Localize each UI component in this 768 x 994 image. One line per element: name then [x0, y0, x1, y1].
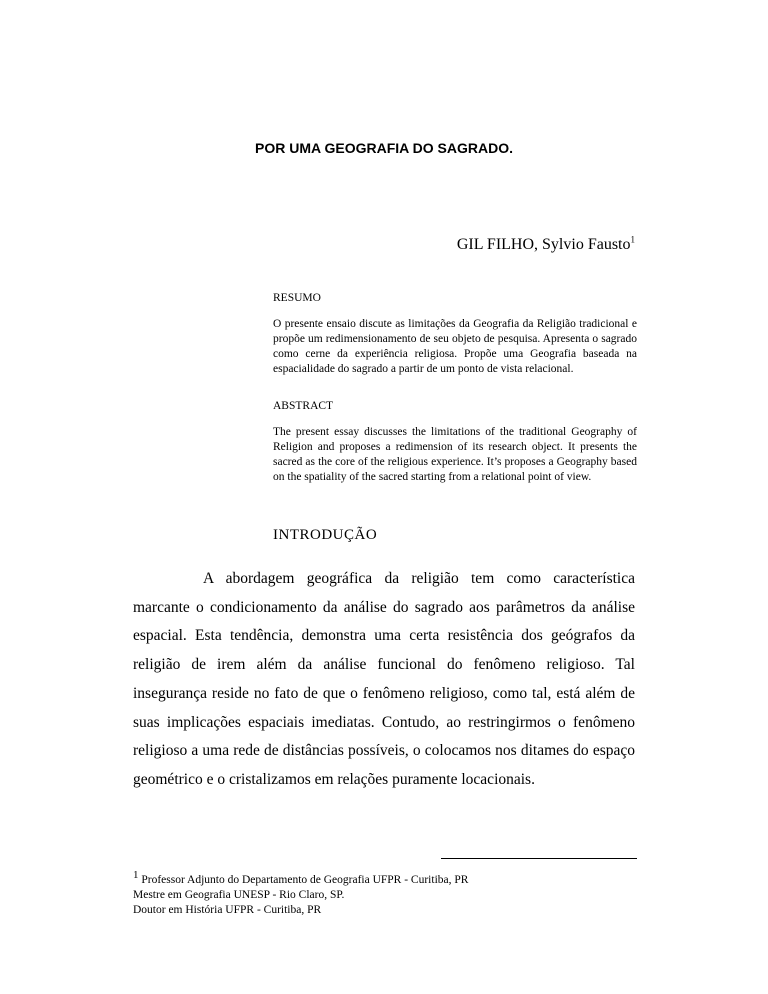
- author-line: [457, 236, 635, 254]
- introduction-heading: INTRODUÇÃO: [273, 527, 378, 543]
- footnote-affiliation: Professor Adjunto do Departamento de Geografia UFPR - Curitiba, PR: [141, 873, 469, 886]
- footnote-divider: [441, 858, 637, 859]
- footnote: [133, 868, 468, 918]
- footnote-line-2: Mestre em Geografia UNESP - Rio Claro, SP.: [133, 888, 345, 901]
- author-footnote-mark: 1: [630, 234, 635, 245]
- footnote-line-3: Doutor em História UFPR - Curitiba, PR: [133, 903, 322, 916]
- footnote-line-1: [133, 868, 468, 888]
- abstract-text: The present essay discusses the limitations of the traditional Geography of Religion and proposes a redimension of its research object. It presents the sacred as the core of the religious experience. It’s proposes a Geography based on the spatiality of the sacred starting from a relational point of view.: [273, 426, 637, 483]
- abstract-section: [273, 399, 637, 485]
- abstract-heading: ABSTRACT: [273, 400, 334, 412]
- resumo-text: O presente ensaio discute as limitações da Geografia da Religião tradicional e propõe um redimensionamento de seu objeto de pesquisa. Apresenta o sagrado como cerne da experiência religiosa. Propõe uma Geografia baseada na espacialidade do sagrado a partir de um ponto de vista relacional.: [273, 318, 637, 375]
- paper-title: POR UMA GEOGRAFIA DO SAGRADO.: [255, 140, 513, 156]
- introduction-text: A abordagem geográfica da religião tem como característica marcante o condicionamento da análise do sagrado aos parâmetros da análise espacial. Esta tendência, demonstra uma certa resistência dos geógrafos da religião de irem além da análise funcional do fenômeno religioso. Tal insegurança reside no fato de que o fenômeno religioso, como tal, está além de suas implicações espaciais imediatas. Contudo, ao restringirmos o fenômeno religioso a uma rede de distâncias possíveis, o colocamos nos ditames do espaço geométrico e o cristalizamos em relações puramente locacionais.: [133, 570, 635, 788]
- author-name: GIL FILHO, Sylvio Fausto: [456, 236, 631, 253]
- introduction-paragraph: [133, 565, 635, 795]
- footnote-mark: 1: [133, 869, 139, 881]
- resumo-section: [273, 291, 637, 377]
- resumo-heading: RESUMO: [273, 292, 321, 304]
